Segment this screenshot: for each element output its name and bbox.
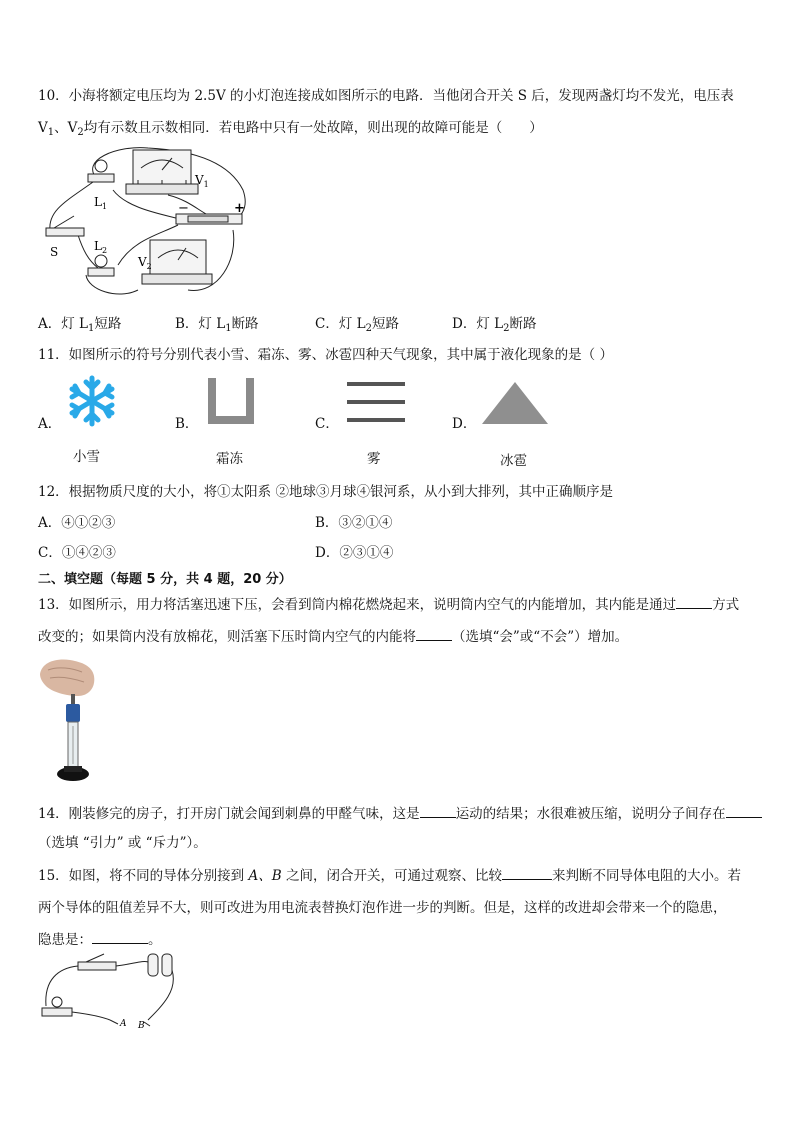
q15-circuit-figure	[38, 950, 180, 1034]
q15-blank-1[interactable]	[502, 865, 552, 880]
q10-label-l1: $L_1$	[94, 195, 108, 211]
frost-symbol-icon	[204, 376, 258, 428]
q14-blank-1[interactable]	[420, 803, 456, 818]
q13-blank-1[interactable]	[676, 594, 712, 609]
q13-stem-line2: 改变的；如果筒内没有放棉花，则活塞下压时筒内空气的内能将 （选填“会”或“不会”）增加。	[38, 625, 628, 645]
q11-caption-a: 小雪	[73, 449, 100, 465]
q11-option-b-letter[interactable]: B．	[175, 416, 199, 432]
q15-label-a: A	[120, 1019, 127, 1029]
q13-stem-line1: 13．如图所示，用力将活塞迅速下压，会看到筒内棉花燃烧起来，说明筒内空气的内能增加，其内能是通过 方式	[38, 593, 739, 613]
hail-symbol-icon	[480, 380, 550, 426]
q10-label-l2: $L_2$	[94, 239, 108, 255]
q15-label-b: B	[138, 1021, 145, 1031]
q11-stem: 11．如图所示的符号分别代表小雪、霜冻、雾、冰雹四种天气现象，其中属于液化现象的是（ ）	[38, 347, 613, 363]
fog-symbol-icon	[345, 380, 407, 424]
section-fill-in-heading: 二、填空题（每题 5 分，共 4 题，20 分）	[38, 572, 292, 587]
q11-option-c-letter[interactable]: C．	[315, 416, 339, 432]
q11-caption-b: 霜冻	[216, 451, 243, 467]
q12-option-a[interactable]: A．④①②③	[38, 515, 116, 531]
q15-stem-line1: 15．如图，将不同的导体分别接到 A、B 之间，闭合开关，可通过观察、比较 来判断不同导体电阻的大小。若	[38, 864, 741, 884]
q11-caption-c: 雾	[367, 451, 381, 467]
q12-option-b[interactable]: B．③②①④	[315, 515, 393, 531]
snowflake-icon	[66, 374, 118, 428]
q11-caption-d: 冰雹	[500, 453, 527, 469]
q10-label-v2: $V_2$	[138, 255, 152, 271]
q14-stem-line2: （选填 “引力” 或 “斥力”）。	[38, 835, 207, 851]
q15-stem-line2: 两个导体的阻值差异不大，则可改进为用电流表替换灯泡作进一步的判断。但是，这样的改进却会带来一个的隐患，	[38, 900, 727, 916]
q10-option-b[interactable]: B．灯 $L_1$断路	[175, 316, 259, 334]
q13-blank-2[interactable]	[416, 626, 452, 641]
q10-circuit-figure	[38, 140, 250, 302]
q10-option-a[interactable]: A．灯 $L_1$短路	[38, 316, 122, 334]
q12-stem: 12．根据物质尺度的大小，将①太阳系 ②地球③月球④银河系，从小到大排列，其中正确顺序是	[38, 484, 613, 500]
q10-stem-line1: 10．小海将额定电压均为 2.5V 的小灯泡连接成如图所示的电路．当他闭合开关 S 后，发现两盏灯均不发光，电压表	[38, 88, 734, 104]
q10-label-s: S	[50, 245, 59, 259]
q10-label-plus: +	[234, 201, 245, 216]
q11-option-a-letter[interactable]: A．	[38, 416, 62, 432]
q14-blank-2[interactable]	[726, 803, 762, 818]
q11-option-d-letter[interactable]: D．	[452, 416, 477, 432]
q15-stem-line3: 隐患是： 。	[38, 928, 162, 948]
q10-stem-line2: $V_1$、$V_2$均有示数且示数相同．若电路中只有一处故障，则出现的故障可能是（ ）	[38, 120, 543, 138]
q13-piston-figure	[38, 656, 98, 786]
q12-option-d[interactable]: D．②③①④	[315, 545, 394, 561]
q12-option-c[interactable]: C．①④②③	[38, 545, 116, 561]
q10-option-c[interactable]: C．灯 $L_2$短路	[315, 316, 399, 334]
q15-blank-2[interactable]	[92, 929, 148, 944]
q10-label-v1: $V_1$	[195, 173, 209, 189]
q10-label-minus: −	[178, 201, 189, 216]
q10-option-d[interactable]: D．灯 $L_2$断路	[452, 316, 537, 334]
q14-stem-line1: 14．刚装修完的房子，打开房门就会闻到刺鼻的甲醛气味，这是 运动的结果；水很难被压缩，说明分子间存在	[38, 802, 762, 822]
